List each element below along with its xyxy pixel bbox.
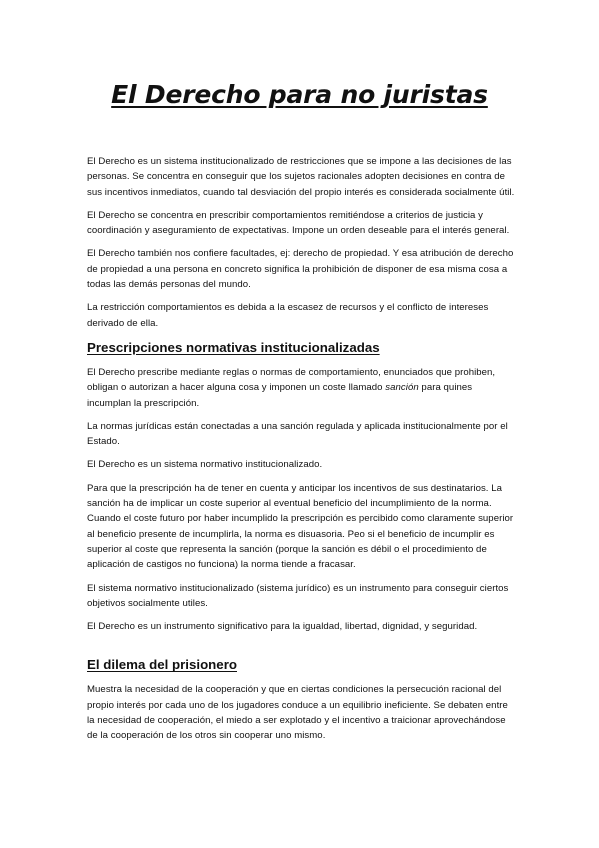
section1-paragraph-4: Para que la prescripción ha de tener en cuenta y anticipar los incentivos de sus destinatarios. La sanción ha de implicar un coste superior al eventual beneficio del incumplimiento de la norma. Cuando el coste futuro por haber incumplido la prescripción es percibido como claramente superior al beneficio presente de incumplirla, la norma es disuasoria. Peo si el beneficio de incumplir es superior al coste que representa la sanción (porque la sanción es débil o el procedimiento de aplicación de castigos no funciona) la norma tiende a fracasar. bbox=[87, 482, 514, 571]
document-title: El Derecho para no juristas bbox=[111, 80, 488, 109]
section1-paragraph-1 bbox=[87, 365, 517, 411]
section1-paragraph-1-start: El Derecho prescribe mediante reglas o normas de comportamiento, enunciados que prohiben, obligan o autorizan a hacer alguna cosa y imponen un coste llamado bbox=[87, 366, 496, 394]
sancion-term: sanción bbox=[385, 382, 419, 394]
intro-paragraph-2: El Derecho se concentra en prescribir comportamientos remitiéndose a criterios de justicia y coordinación y aseguramiento de expectativas. Impone un orden deseable para el interés general. bbox=[87, 209, 510, 237]
section-heading-prescripciones: Prescripciones normativas institucionalizadas bbox=[87, 339, 380, 355]
document-body bbox=[87, 154, 517, 752]
section1-paragraph-5: El sistema normativo institucionalizado (sistema jurídico) es un instrumento para conseguir ciertos objetivos socialmente utiles. bbox=[87, 582, 509, 609]
intro-paragraph-1: El Derecho es un sistema institucionalizado de restricciones que se impone a las decisiones de las personas. Se concentra en conseguir que los sujetos racionales adopten decisiones en contra de sus incentivos inmediatos, cuando tal desviación del propio interés es considerada socialmente útil. bbox=[87, 156, 515, 198]
intro-paragraph-4: La restricción comportamientos es debida a la escasez de recursos y el conflicto de intereses derivado de ella. bbox=[87, 302, 489, 329]
section-heading-dilema: El dilema del prisionero bbox=[87, 657, 237, 673]
section1-paragraph-3: El Derecho es un sistema normativo institucionalizado. bbox=[87, 459, 323, 471]
section1-paragraph-6: El Derecho es un instrumento significativo para la igualdad, libertad, dignidad, y seguridad. bbox=[87, 621, 478, 633]
section1-paragraph-2: La normas jurídicas están conectadas a una sanción regulada y aplicada institucionalmente por el Estado. bbox=[87, 420, 508, 448]
section1-paragraph-1-end: para quines incumplan la prescripción. bbox=[87, 382, 473, 409]
section2-paragraph-1: Muestra la necesidad de la cooperación y que en ciertas condiciones la persecución racional del propio interés por cada uno de los jugadores conduce a un equilibrio ineficiente. Se debaten entre la necesidad de cooperación, el miedo a ser explotado y el incentivo a traicionar aprovechándose de la cooperación de los otros sin cooperar uno mismo. bbox=[87, 684, 508, 742]
intro-paragraph-3: El Derecho también nos confiere facultades, ej: derecho de propiedad. Y esa atribución de derecho de propiedad a una persona en concreto significa la prohibición de disponer de esa misma cosa a todas las demás personas del mundo. bbox=[87, 248, 514, 291]
